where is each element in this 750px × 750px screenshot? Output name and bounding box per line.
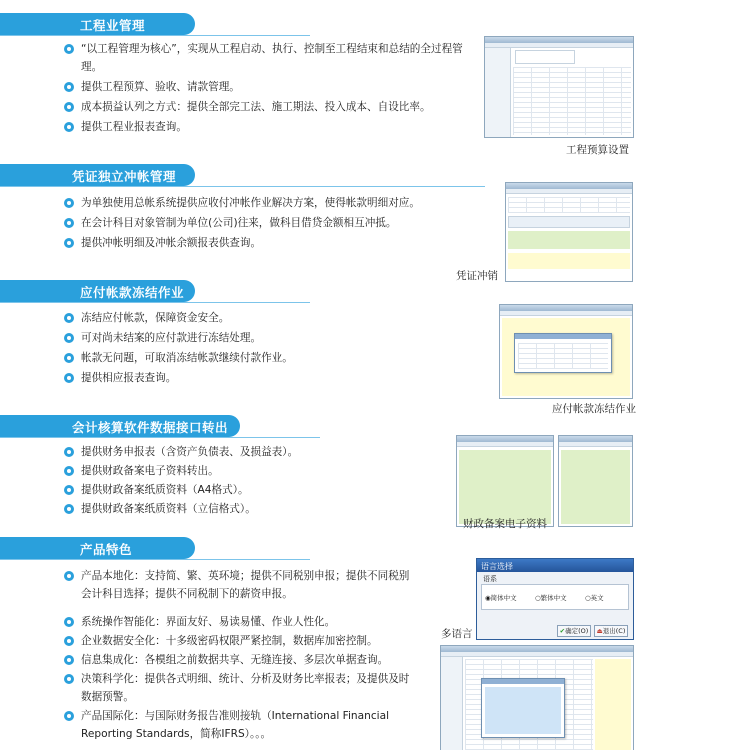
- bullet-icon: [64, 655, 76, 665]
- list-item: 在会计科目对象管制为单位(公司)往来，做科目借贷金额相互冲抵。: [64, 214, 464, 232]
- list-item: 产品国际化：与国际财务报告准则接轨（International Financial Reporting Standards，简称IFRS）。。。: [64, 707, 419, 743]
- radio-selected-icon: ◉: [485, 594, 491, 602]
- bullet-icon: [64, 122, 76, 132]
- list-item: 提供财政备案纸质资料（A4格式）。: [64, 481, 454, 499]
- language-label: 语系: [483, 575, 497, 583]
- section-ap-freeze: [0, 280, 750, 415]
- section-header: [0, 280, 310, 302]
- bullet-icon: [64, 617, 76, 627]
- section-header: [0, 164, 485, 186]
- bullet-icon: [64, 504, 76, 514]
- screenshot-caption: 财政备案电子资料: [463, 518, 547, 530]
- screenshot-export-right: [558, 435, 633, 527]
- bullet-list: [64, 567, 419, 743]
- lang-radio-traditional[interactable]: ○繁体中文: [535, 594, 567, 602]
- exit-icon: ⏏: [596, 627, 603, 635]
- bullet-icon: [64, 82, 76, 92]
- radio-icon: ○: [535, 594, 541, 602]
- screenshot-caption: 凭证冲销: [456, 270, 498, 282]
- list-item: 成本损益认列之方式：提供全部完工法、施工期法、投入成本、自设比率。: [64, 98, 464, 116]
- bullet-list: [64, 40, 464, 136]
- list-item: “以工程管理为核心”，实现从工程启动、执行、控制至工程结束和总结的全过程管理。: [64, 40, 464, 76]
- bullet-icon: [64, 447, 76, 457]
- bullet-icon: [64, 571, 76, 581]
- radio-icon: ○: [585, 594, 591, 602]
- bullet-icon: [64, 636, 76, 646]
- list-item: 提供工程预算、验收、请款管理。: [64, 78, 464, 96]
- bullet-icon: [64, 373, 76, 383]
- section-header: [0, 13, 310, 35]
- section-title: 工程业管理: [80, 18, 146, 33]
- list-item: 可对尚未结案的应付款进行冻结处理。: [64, 329, 464, 347]
- list-item: 为单独使用总帐系统提供应收付冲帐作业解决方案，使得帐款明细对应。: [64, 194, 464, 212]
- section-title: 产品特色: [80, 542, 133, 557]
- screenshot-ap-freeze: [499, 304, 633, 399]
- screenshot-features-main: [440, 645, 634, 750]
- language-dialog: [476, 558, 634, 640]
- list-item: 提供财务申报表（含资产负债表、及损益表）。: [64, 443, 454, 461]
- bullet-icon: [64, 238, 76, 248]
- list-item: 决策科学化：提供各式明细、统计、分析及财务比率报表；及提供及时数据预警。: [64, 670, 419, 706]
- bullet-list: [64, 309, 464, 387]
- list-item: 产品本地化：支持简、繁、英环境；提供不同税别申报；提供不同税别会计科目选择；提供不同税制下的薪资申报。: [64, 567, 419, 603]
- bullet-icon: [64, 674, 76, 684]
- section-title: 凭证独立冲帐管理: [72, 169, 177, 184]
- bullet-list: [64, 443, 454, 518]
- bullet-icon: [64, 353, 76, 363]
- section-engineering: [0, 0, 750, 160]
- list-item: 提供冲帐明细及冲帐余额报表供查询。: [64, 234, 464, 252]
- screenshot-caption: 多语言: [441, 628, 473, 640]
- bullet-list: [64, 194, 464, 252]
- bullet-icon: [64, 485, 76, 495]
- list-item: 信息集成化：各模组之前数据共享、无缝连接、多层次单据查询。: [64, 651, 419, 669]
- section-title: 应付帐款冻结作业: [80, 285, 185, 300]
- screenshot-export-left: [456, 435, 554, 527]
- section-header: [0, 415, 320, 437]
- list-item: 冻结应付帐款，保障资金安全。: [64, 309, 464, 327]
- lang-radio-simplified[interactable]: ◉简体中文: [485, 594, 517, 602]
- list-item: 企业数据安全化：十多级密码权限严紧控制，数据库加密控制。: [64, 632, 419, 650]
- bullet-icon: [64, 333, 76, 343]
- section-header: [0, 537, 310, 559]
- list-item: 提供相应报表查询。: [64, 369, 464, 387]
- screenshot-caption: 应付帐款冻结作业: [552, 403, 636, 415]
- screenshot-caption: 工程预算设置: [566, 144, 629, 156]
- bullet-icon: [64, 466, 76, 476]
- list-item: 提供财政备案纸质资料（立信格式）。: [64, 500, 454, 518]
- list-item: 系统操作智能化：界面友好、易读易懂、作业人性化。: [64, 613, 419, 631]
- list-item: 提供财政备案电子资料转出。: [64, 462, 454, 480]
- cancel-button[interactable]: ⏏退出(C): [594, 625, 628, 637]
- bullet-icon: [64, 218, 76, 228]
- bullet-icon: [64, 711, 76, 721]
- screenshot-engineering-budget: [484, 36, 634, 138]
- check-icon: ✔: [559, 627, 566, 635]
- dialog-title: 语言选择: [477, 559, 633, 574]
- section-data-export: [0, 415, 750, 535]
- list-item: 帐款无问题，可取消冻结帐款继续付款作业。: [64, 349, 464, 367]
- section-title: 会计核算软件数据接口转出: [72, 420, 229, 435]
- section-voucher-offset: [0, 160, 750, 280]
- bullet-icon: [64, 44, 76, 54]
- bullet-icon: [64, 102, 76, 112]
- lang-radio-english[interactable]: ○英文: [585, 594, 604, 602]
- bullet-icon: [64, 313, 76, 323]
- list-item: 提供工程业报表查询。: [64, 118, 464, 136]
- section-features: [0, 535, 750, 750]
- ok-button[interactable]: ✔确定(O): [557, 625, 591, 637]
- bullet-icon: [64, 198, 76, 208]
- screenshot-voucher-offset: [505, 182, 633, 282]
